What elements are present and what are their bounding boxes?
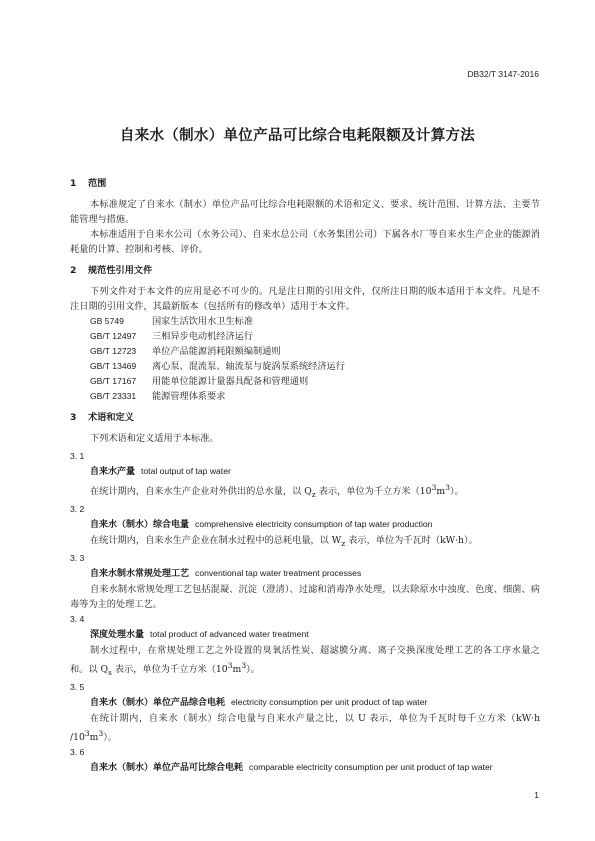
reference-item: [70, 374, 540, 389]
reference-title: 用能单位能源计量器具配备和管理通则: [152, 376, 309, 387]
term-definition: 自来水制水常规处理工艺包括混凝、沉淀（澄清）、过滤和消毒净水处理，以去除原水中浊度、色度、细菌、病毒等为主的处理工艺。: [70, 583, 540, 610]
reference-item: [70, 389, 540, 404]
reference-item: [70, 314, 540, 329]
definition-text: ）。: [449, 486, 464, 498]
subscript: s: [108, 667, 112, 677]
definition-text: m: [436, 486, 446, 498]
superscript: 3: [84, 728, 90, 738]
reference-item: [70, 359, 540, 374]
reference-title: 能源管理体系要求: [152, 391, 226, 402]
reference-title: 三相异步电动机经济运行: [152, 331, 254, 342]
section-1-paragraph-2: 本标准适用于自来水公司（水务公司）、自来水总公司（水务集团公司）下属各水厂等自来水生产企业的能源消耗量的计算、控制和考核、评价。: [70, 229, 540, 255]
reference-title: 离心泵、混流泵、轴流泵与旋涡泵系统经济运行: [152, 361, 345, 372]
section-title: 范围: [88, 178, 107, 189]
definition-text: 表示，单位为千立方米（10: [111, 663, 228, 675]
clause-number: 3. 5: [70, 681, 85, 692]
term-heading: [70, 760, 540, 776]
subscript: z: [341, 538, 346, 548]
term-zh: 自来水（制水）综合电量: [90, 519, 190, 530]
reference-code: GB/T 12723: [90, 346, 137, 356]
term-zh: 深度处理水量: [90, 629, 145, 640]
term-zh: 自来水（制水）单位产品可比综合电耗: [90, 762, 244, 773]
superscript: 3: [227, 660, 233, 670]
section-3-intro: 下列术语和定义适用于本标准。: [90, 433, 219, 444]
reference-code: GB 5749: [90, 316, 124, 326]
section-number: 1: [70, 178, 77, 189]
clause-number: 3. 6: [70, 746, 85, 757]
superscript: 3: [431, 483, 437, 492]
term-heading: [70, 627, 540, 643]
term-en: electricity consumption per unit product of tap water: [231, 696, 428, 707]
section-3-heading: [70, 410, 540, 425]
section-1-paragraph-1: 本标准规定了自来水（制水）单位产品可比综合电耗限额的术语和定义、要求、统计范围、计算方法、主要节能管理与措施。: [70, 199, 540, 225]
reference-code: GB/T 12497: [90, 331, 137, 341]
term-zh: 自来水产量: [90, 467, 136, 477]
term-definition: [70, 643, 540, 680]
section-2-paragraph-1: 下列文件对于本文件的应用是必不可少的。凡是注日期的引用文件，仅所注日期的版本适用于本文件。凡是不注日期的引用文件，其最新版本（包括所有的修改单）适用于本文件。: [70, 286, 540, 312]
section-number: 2: [70, 265, 77, 276]
term-en: total output of tap water: [141, 466, 231, 476]
reference-title: 单位产品能源消耗限额编制通则: [152, 346, 281, 357]
term-zh: 自来水制水常规处理工艺: [90, 568, 190, 579]
term-heading: [70, 566, 540, 582]
reference-title: 国家生活饮用水卫生标准: [152, 316, 254, 327]
reference-code: GB/T 17167: [90, 376, 137, 386]
term-heading: [70, 464, 540, 480]
superscript: 3: [241, 660, 247, 670]
definition-text: ）。: [103, 731, 118, 743]
superscript: 3: [98, 728, 104, 738]
term-heading: [70, 695, 540, 711]
superscript: 3: [445, 483, 450, 492]
reference-list: [70, 314, 540, 404]
definition-text: m: [232, 663, 242, 675]
definition-text: 表示，单位为千瓦时（kW·h）。: [345, 534, 478, 546]
definition-text: 表示，单位为千立方米（10: [315, 486, 432, 498]
reference-code: GB/T 13469: [90, 361, 137, 371]
reference-item: [70, 329, 540, 344]
reference-code: GB/T 23331: [90, 391, 137, 401]
section-number: 3: [70, 412, 77, 423]
section-title: 规范性引用文件: [88, 265, 153, 276]
clause-number: 3. 2: [70, 503, 85, 514]
section-1-heading: [70, 176, 540, 191]
definition-text: m: [89, 731, 99, 743]
reference-item: [70, 344, 540, 359]
term-en: conventional tap water treatment processes: [195, 567, 362, 578]
definition-text: 在统计期内，自来水生产企业在制水过程中的总耗电量，以 W: [90, 534, 342, 546]
document-body: [70, 176, 540, 776]
definition-text: 在统计期内，自来水生产企业对外供出的总水量，以 Q: [90, 486, 312, 498]
section-2-heading: [70, 263, 540, 278]
clause-number: 3. 4: [70, 613, 85, 624]
section-title: 术语和定义: [88, 412, 134, 423]
term-definition: [70, 711, 540, 745]
document-title: 自来水（制水）单位产品可比综合电耗限额及计算方法: [119, 128, 476, 144]
page-number: 1: [534, 790, 539, 800]
term-definition: [70, 533, 540, 551]
standard-code: DB32/T 3147-2016: [467, 69, 539, 79]
term-en: comprehensive electricity consumption of tap water production: [195, 518, 433, 529]
subscript: z: [311, 489, 316, 499]
term-definition: [70, 480, 540, 502]
term-en: total product of advanced water treatment: [150, 628, 309, 639]
term-heading: [70, 517, 540, 533]
definition-text: ）。: [246, 663, 260, 675]
clause-number: 3. 1: [70, 451, 85, 461]
term-zh: 自来水（制水）单位产品综合电耗: [90, 697, 226, 708]
definition-text: 在统计期内，自来水（制水）综合电量与自来水产量之比，以 U 表示，单位为千瓦时每千立方米（kW·h /10: [70, 712, 540, 743]
definition-text: 制水过程中，在常规处理工艺之外设置的臭氧活性炭、超滤膜分离、离子交换深度处理工艺的各工序水量之和。以 Q: [70, 644, 540, 675]
clause-number: 3. 3: [70, 552, 85, 563]
term-en: comparable electricity consumption per unit product of tap water: [249, 761, 493, 772]
